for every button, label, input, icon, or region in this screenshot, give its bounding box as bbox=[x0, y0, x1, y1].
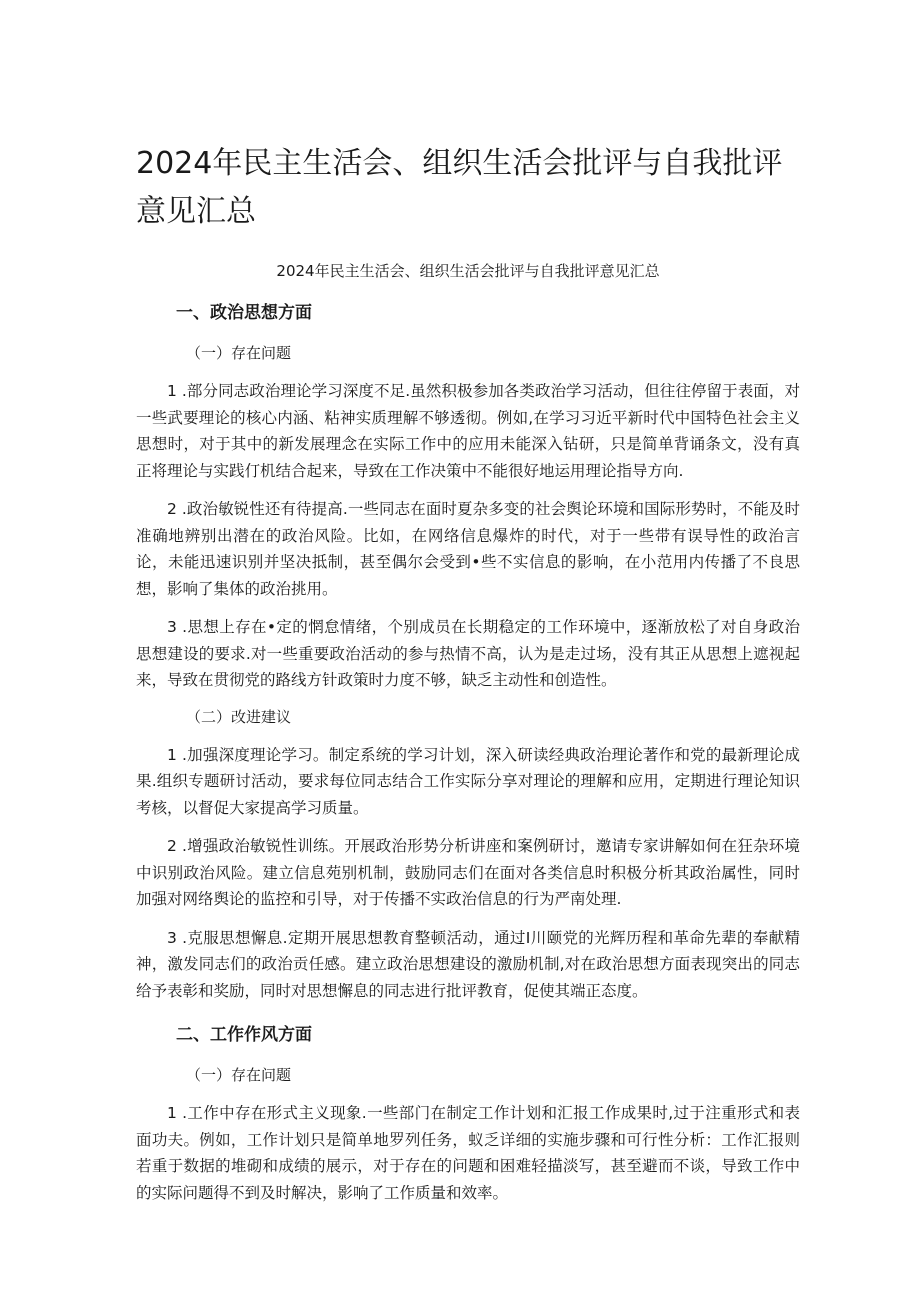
paragraph: 1 .工作中存在形式主义现象.一些部门在制定工作计划和汇报工作成果时,过于注重形式和表面功夫。例如，工作计划只是简单地罗列任务，蚁乏详细的实施步骤和可行性分析：工作汇报则若重于数据的堆砌和成绩的展示，对于存在的问题和困难轻描淡写，甚至避而不谈，导致工作中的实际问题得不到及时解决，影响了工作质量和效率。 bbox=[136, 1104, 800, 1202]
paragraph: 1 .加强深度理论学习。制定系统的学习计划，深入研读经典政治理论著作和党的最新理论成果.组织专题研讨活动，要求每位同志结合工作实际分享对理论的理解和应用，定期进行理论知识考核，以督促大家提高学习质量。 bbox=[136, 745, 800, 817]
document-title: 2024年民主生活会、组织生活会批评与自我批评意见汇总 bbox=[136, 146, 783, 229]
paragraph: 2 .增强政治敏锐性训练。开展政治形势分析讲座和案例研讨，邀请专家讲解如何在狂杂环境中识别政治风险。建立信息苑别机制，鼓励同志们在面对各类信息时积极分析其政治属性，同时加强对网络舆论的监控和引导，对于传播不实政治信息的行为严南处理. bbox=[136, 837, 800, 908]
subsection-heading: （二）改进建议 bbox=[186, 707, 292, 726]
paragraph: 3 .克服思想懈息.定期开展思想教育整顿活动，通过I川颐党的光辉历程和革命先辈的奉献精神，激发同志们的政治贡任感。建立政治思想建设的激励机制,对在政治思想方面表现突出的同志给予表彰和奖励，同时对思想懈息的同志进行批评教育，促使其端正态度。 bbox=[136, 928, 800, 1000]
subsection-heading: （一）存在问题 bbox=[186, 1066, 292, 1084]
document-subtitle: 2024年民主生活会、组织生活会批评与自我批评意见汇总 bbox=[276, 262, 660, 280]
paragraph: 2 .政治敏锐性还有待提高.一些同志在面时夏杂多变的社会舆论环境和国际形势时，不能及时准确地辨别出潜在的政治风险。比如，在网络信息爆炸的时代，对于一些带有误导性的政治言论，未能迅速识别并坚决抵制，甚至偶尔会受到•些不实信息的影响，在小范用内传播了不良思想，影响了集体的政治挑用。 bbox=[136, 500, 800, 598]
subsection-heading: （一）存在问题 bbox=[186, 344, 292, 362]
section-political-thought bbox=[136, 300, 800, 1004]
paragraph: 1 .部分同志政治理论学习深度不足.虽然积极参加各类政治学习活动，但往往停留于表面，对一些武要理论的核心内涵、粘神实质理解不够透彻。例如,在学习习近平新时代中国特色社会主义思想时，对于其中的新发展理念在实际工作中的应用未能深入钻研，只是简单背诵条文，没有真正将理论与实践仃机结合起来，导致在工作决策中不能很好地运用理论指导方向. bbox=[136, 382, 800, 480]
section-heading: 二、工作作风方面 bbox=[176, 1025, 312, 1045]
section-work-style bbox=[136, 1022, 800, 1206]
section-heading: 一、政治思想方面 bbox=[176, 303, 312, 323]
paragraph: 3 .思想上存在•定的惘怠情绪，个别成员在长期稳定的工作环境中，逐渐放松了对自身政治思想建设的要求.对一些重要政治活动的参与热情不高，认为是走过场，没有其正从思想上遮视起来，导致在贯彻党的路线方针政策时力度不够，缺乏主动性和创造性。 bbox=[136, 618, 800, 689]
